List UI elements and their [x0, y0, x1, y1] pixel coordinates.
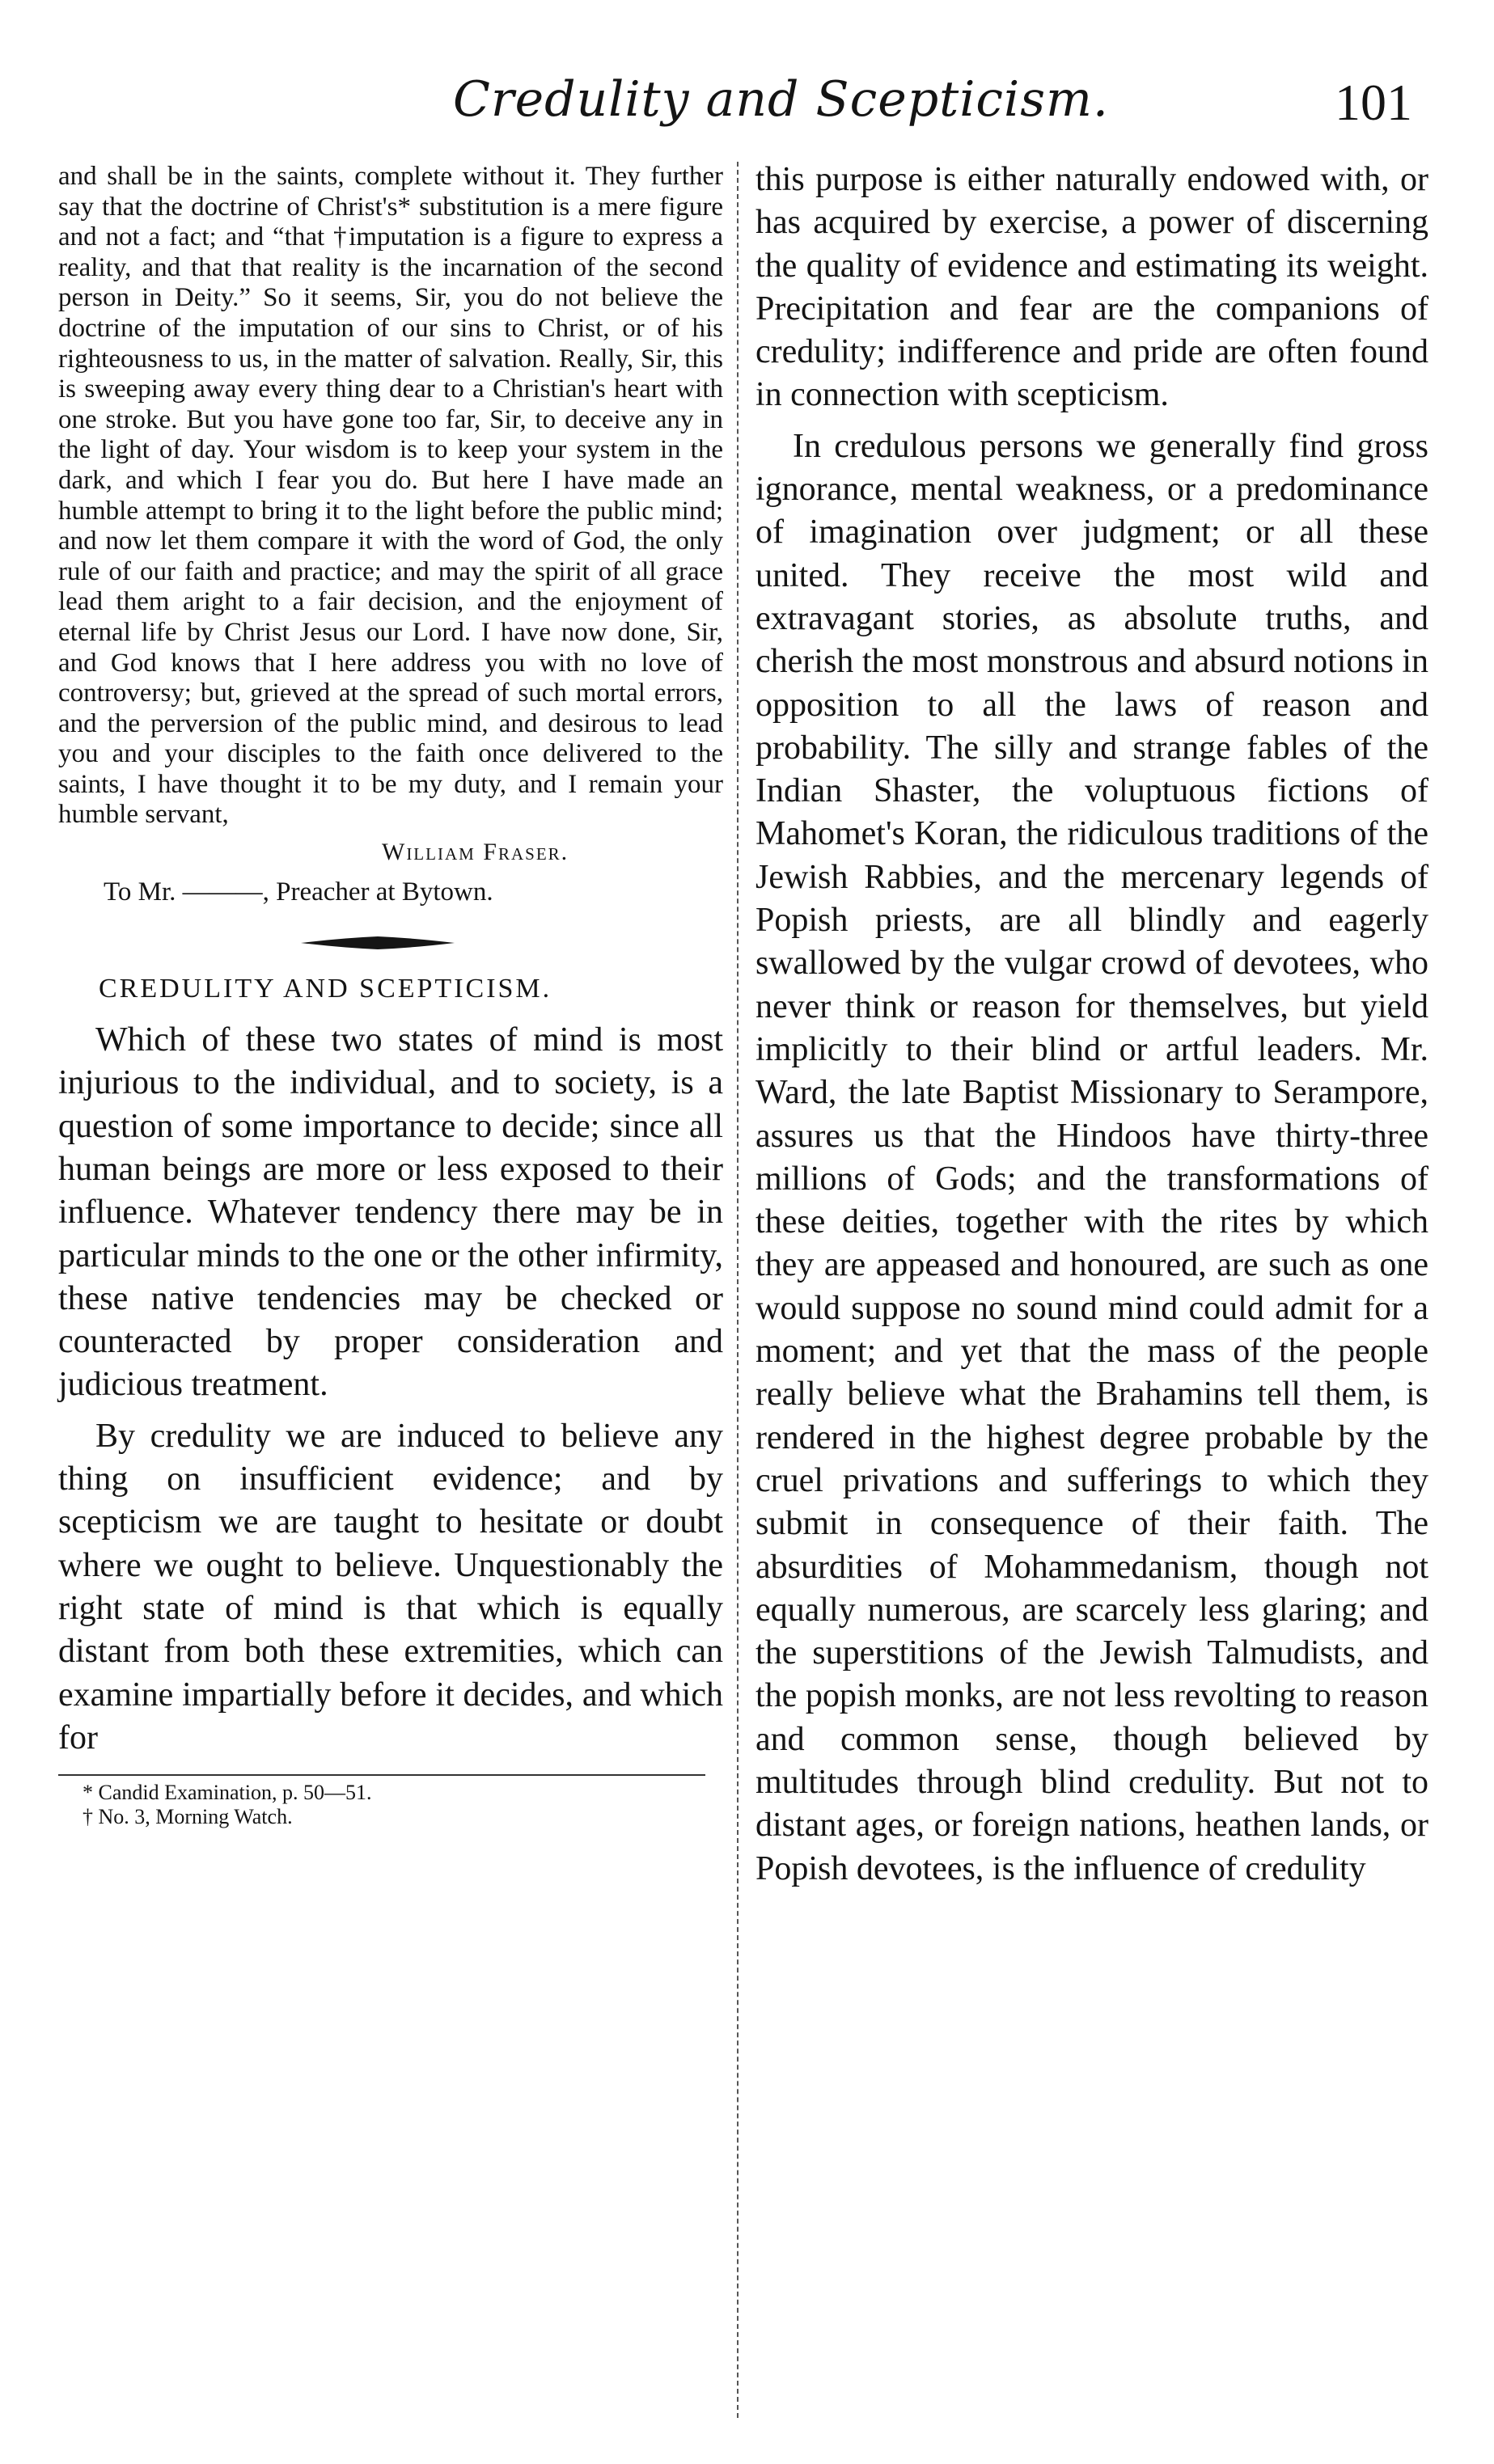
article-paragraph: In credulous persons we generally find gross ignorance, mental weakness, or a predominance of imagination over judgment; or all these united. They receive the most wild and extravagant stories, as absolute truths, and cherish the most monstrous and absurd notions in opposition to all the laws of reason and probability. The silly and strange fables of the Indian Shaster, the voluptuous fictions of Mahomet's Koran, the ridiculous traditions of the Jewish Rabbies, and the mercenary legends of Popish priests, are all blindly and eagerly swallowed by the vulgar crowd of devotees, who never think or reason for themselves, but yield implicitly to their blind or artful leaders. Mr. Ward, the late Baptist Missionary to Serampore, assures us that the Hindoos have thirty-three millions of Gods; and the transformations of these deities, together with the rites by which they are appeased and honoured, are such as one would suppose no sound mind could admit for a moment; and yet that the mass of the people really believe what the Brahamins tell them, is rendered in the highest degree probable by the cruel privations and sufferings to which they submit in consequence of their faith. The absurdities of Mohammedanism, though not equally numerous, are scarcely less glaring; and the superstitions of the Jewish Talmudists, and the popish monks, are not less revolting to reason and common sense, though believed by multitudes through blind credulity. But not to distant ages, or foreign nations, heathen lands, or Popish devotees, is the influence of credulity	[755, 427, 1428, 1887]
footnote: * Candid Examination, p. 50—51.	[83, 1781, 372, 1805]
footnote-rule	[58, 1774, 705, 1776]
signature: William Fraser.	[382, 839, 569, 866]
article-paragraph: Which of these two states of mind is most injurious to the individual, and to society, is a question of some importance to decide; since all human beings are more or less exposed to their influence. Whatever tendency there may be in particular minds to the one or the other infirmity, these native tendencies may be checked or counteracted by proper consideration and judicious treatment.	[58, 1021, 723, 1404]
article-title: CREDULITY AND SCEPTICISM.	[99, 974, 552, 1004]
left-column	[58, 162, 723, 1829]
addressee-line: To Mr. ———, Preacher at Bytown.	[104, 877, 493, 907]
article-paragraph: By credulity we are induced to believe any thing on insufficient evidence; and by scepticism we are taught to hesitate or doubt where we ought to believe. Unquestionably the right state of mind is that which is equally distant from both these extremities, which can examine impartially before it decides, and which for	[58, 1417, 723, 1756]
letter-paragraph: and shall be in the saints, complete without it. They further say that the doctrine of Christ's* substitution is a mere figure and not a fact; and “that †imputation is a figure to express a reality, and that that reality is the incarnation of the second person in Deity.” So it seems, Sir, you do not believe the doctrine of the imputation of our sins to Christ, or of his righteousness to us, in the matter of salvation. Really, Sir, this is sweeping away every thing dear to a Christian's heart with one stroke. But you have gone too far, Sir, to deceive any in the light of day. Your wisdom is to keep your system in the dark, and which I fear you do. But here I have made an humble attempt to bring it to the light before the public mind; and now let them compare it with the word of God, the only rule of our faith and practice; and may the spirit of all grace lead them aright to a fair decision, and the enjoyment of eternal life by Christ Jesus our Lord. I have now done, Sir, and God knows that I here address you with no love of controversy; but, grieved at the spread of such mortal errors, and the perversion of the public mind, and desirous to lead you and your disciples to the faith once delivered to the saints, I have thought it to be my duty, and I remain your humble servant,	[58, 162, 723, 830]
column-divider	[737, 162, 739, 2418]
article-paragraph: this purpose is either naturally endowed with, or has acquired by exercise, a power of discerning the quality of evidence and estimating its weight. Precipitation and fear are the companions of credulity; indifference and pride are often found in connection with scepticism.	[755, 161, 1428, 414]
page-header	[0, 71, 1494, 136]
page-number: 101	[1335, 74, 1412, 131]
running-title: Credulity and Scepticism.	[453, 71, 1109, 128]
right-column	[755, 158, 1428, 1899]
footnote: † No. 3, Morning Watch.	[83, 1805, 293, 1829]
ornament-divider	[301, 935, 455, 951]
